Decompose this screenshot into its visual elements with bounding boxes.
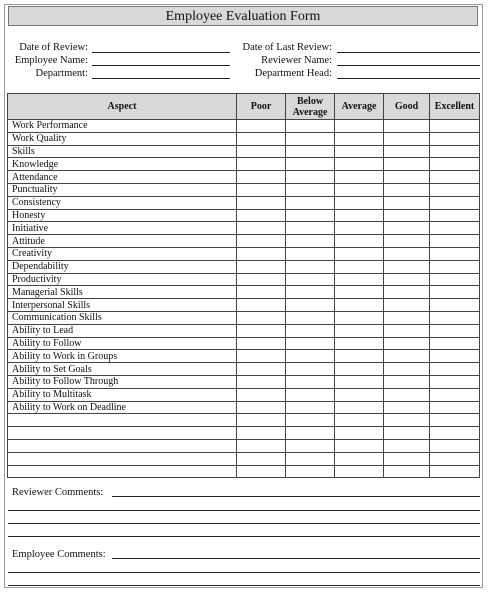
aspect-cell: Ability to Follow	[8, 337, 237, 350]
rating-cell-excellent[interactable]	[430, 465, 480, 478]
aspect-cell: Ability to Multitask	[8, 388, 237, 401]
rating-cell-good[interactable]	[384, 452, 430, 465]
rating-cell-poor[interactable]	[237, 401, 286, 414]
aspect-cell	[8, 427, 237, 440]
reviewer-name-field[interactable]	[337, 65, 480, 66]
rating-cell-below-average[interactable]	[286, 183, 335, 196]
table-row	[8, 132, 480, 145]
employee-name-field[interactable]	[92, 65, 230, 66]
table-row	[8, 465, 480, 478]
rating-cell-average[interactable]	[335, 209, 384, 222]
rating-cell-poor[interactable]	[237, 375, 286, 388]
aspect-cell: Dependability	[8, 260, 237, 273]
table-row	[8, 273, 480, 286]
table-row	[8, 247, 480, 260]
table-row	[8, 324, 480, 337]
aspect-cell: Knowledge	[8, 158, 237, 171]
rating-cell-average[interactable]	[335, 171, 384, 184]
aspect-cell: Creativity	[8, 247, 237, 260]
rating-cell-poor[interactable]	[237, 120, 286, 133]
department-head-label: Department Head:	[254, 68, 332, 79]
rating-cell-excellent[interactable]	[430, 388, 480, 401]
rating-cell-poor[interactable]	[237, 350, 286, 363]
table-row	[8, 350, 480, 363]
rating-cell-below-average[interactable]	[286, 465, 335, 478]
rating-cell-average[interactable]	[335, 260, 384, 273]
aspect-cell: Work Performance	[8, 120, 237, 133]
rating-cell-poor[interactable]	[237, 183, 286, 196]
form-title: Employee Evaluation Form	[8, 6, 478, 26]
aspect-cell: Attendance	[8, 171, 237, 184]
rating-cell-below-average[interactable]	[286, 196, 335, 209]
rating-cell-below-average[interactable]	[286, 132, 335, 145]
rating-cell-excellent[interactable]	[430, 401, 480, 414]
aspect-cell: Ability to Lead	[8, 324, 237, 337]
rating-cell-average[interactable]	[335, 465, 384, 478]
employee-comments-line-1[interactable]	[112, 558, 480, 559]
rating-cell-excellent[interactable]	[430, 235, 480, 248]
rating-cell-excellent[interactable]	[430, 209, 480, 222]
table-header-row	[8, 94, 480, 120]
aspect-cell: Punctuality	[8, 183, 237, 196]
rating-cell-average[interactable]	[335, 273, 384, 286]
rating-cell-good[interactable]	[384, 311, 430, 324]
table-row	[8, 337, 480, 350]
rating-cell-excellent[interactable]	[430, 171, 480, 184]
table-row	[8, 196, 480, 209]
rating-cell-below-average[interactable]	[286, 120, 335, 133]
table-row	[8, 388, 480, 401]
rating-cell-poor[interactable]	[237, 158, 286, 171]
rating-cell-poor[interactable]	[237, 286, 286, 299]
rating-cell-below-average[interactable]	[286, 158, 335, 171]
rating-cell-average[interactable]	[335, 363, 384, 376]
rating-cell-good[interactable]	[384, 427, 430, 440]
rating-cell-good[interactable]	[384, 375, 430, 388]
table-row	[8, 171, 480, 184]
rating-cell-excellent[interactable]	[430, 273, 480, 286]
rating-cell-poor[interactable]	[237, 452, 286, 465]
rating-cell-excellent[interactable]	[430, 260, 480, 273]
rating-cell-average[interactable]	[335, 388, 384, 401]
rating-cell-good[interactable]	[384, 260, 430, 273]
rating-cell-good[interactable]	[384, 414, 430, 427]
rating-cell-good[interactable]	[384, 388, 430, 401]
rating-cell-below-average[interactable]	[286, 427, 335, 440]
rating-cell-excellent[interactable]	[430, 427, 480, 440]
rating-cell-average[interactable]	[335, 414, 384, 427]
reviewer-comments-line-2[interactable]	[8, 510, 480, 511]
date-of-last-review-field[interactable]	[337, 52, 480, 53]
rating-cell-poor[interactable]	[237, 235, 286, 248]
evaluation-table-body	[8, 120, 480, 478]
rating-cell-excellent[interactable]	[430, 350, 480, 363]
reviewer-comments-label: Reviewer Comments:	[12, 487, 104, 498]
table-row	[8, 452, 480, 465]
rating-cell-below-average[interactable]	[286, 209, 335, 222]
rating-cell-below-average[interactable]	[286, 363, 335, 376]
rating-cell-average[interactable]	[335, 401, 384, 414]
table-row	[8, 299, 480, 312]
rating-cell-average[interactable]	[335, 235, 384, 248]
aspect-cell: Communication Skills	[8, 311, 237, 324]
date-of-review-label: Date of Review:	[19, 42, 88, 53]
rating-cell-excellent[interactable]	[430, 247, 480, 260]
table-row	[8, 311, 480, 324]
rating-cell-below-average[interactable]	[286, 388, 335, 401]
rating-cell-good[interactable]	[384, 286, 430, 299]
rating-cell-below-average[interactable]	[286, 260, 335, 273]
rating-cell-good[interactable]	[384, 350, 430, 363]
rating-cell-excellent[interactable]	[430, 324, 480, 337]
table-row	[8, 286, 480, 299]
rating-cell-average[interactable]	[335, 158, 384, 171]
date-of-last-review-label-wrap	[234, 41, 332, 54]
reviewer-comments-line-1[interactable]	[112, 496, 480, 497]
rating-cell-poor[interactable]	[237, 337, 286, 350]
department-head-label-wrap	[234, 67, 332, 80]
header-good: Good	[384, 94, 430, 120]
rating-cell-poor[interactable]	[237, 299, 286, 312]
employee-name-label: Employee Name:	[14, 55, 88, 66]
department-head-field[interactable]	[337, 78, 480, 79]
table-row	[8, 120, 480, 133]
table-row	[8, 427, 480, 440]
table-row	[8, 375, 480, 388]
rating-cell-excellent[interactable]	[430, 337, 480, 350]
header-average: Average	[335, 94, 384, 120]
header-aspect: Aspect	[8, 94, 237, 120]
department-field[interactable]	[92, 78, 230, 79]
aspect-cell: Honesty	[8, 209, 237, 222]
rating-cell-good[interactable]	[384, 363, 430, 376]
rating-cell-below-average[interactable]	[286, 350, 335, 363]
rating-cell-good[interactable]	[384, 247, 430, 260]
rating-cell-average[interactable]	[335, 132, 384, 145]
table-row	[8, 363, 480, 376]
aspect-cell	[8, 414, 237, 427]
rating-cell-excellent[interactable]	[430, 311, 480, 324]
table-row	[8, 183, 480, 196]
rating-cell-below-average[interactable]	[286, 401, 335, 414]
rating-cell-good[interactable]	[384, 132, 430, 145]
rating-cell-average[interactable]	[335, 452, 384, 465]
rating-cell-average[interactable]	[335, 337, 384, 350]
rating-cell-poor[interactable]	[237, 247, 286, 260]
rating-cell-good[interactable]	[384, 222, 430, 235]
rating-cell-excellent[interactable]	[430, 120, 480, 133]
rating-cell-excellent[interactable]	[430, 132, 480, 145]
reviewer-name-label-wrap	[234, 54, 332, 67]
rating-cell-poor[interactable]	[237, 388, 286, 401]
rating-cell-poor[interactable]	[237, 465, 286, 478]
rating-cell-below-average[interactable]	[286, 375, 335, 388]
rating-cell-below-average[interactable]	[286, 273, 335, 286]
rating-cell-below-average[interactable]	[286, 171, 335, 184]
rating-cell-poor[interactable]	[237, 260, 286, 273]
rating-cell-poor[interactable]	[237, 311, 286, 324]
rating-cell-average[interactable]	[335, 247, 384, 260]
aspect-cell: Consistency	[8, 196, 237, 209]
rating-cell-excellent[interactable]	[430, 222, 480, 235]
rating-cell-poor[interactable]	[237, 273, 286, 286]
rating-cell-below-average[interactable]	[286, 286, 335, 299]
aspect-cell: Ability to Follow Through	[8, 375, 237, 388]
evaluation-table	[7, 93, 480, 478]
reviewer-comments-line-4[interactable]	[8, 536, 480, 537]
employee-comments-line-2[interactable]	[8, 572, 480, 573]
aspect-cell: Interpersonal Skills	[8, 299, 237, 312]
rating-cell-below-average[interactable]	[286, 222, 335, 235]
rating-cell-good[interactable]	[384, 299, 430, 312]
rating-cell-average[interactable]	[335, 120, 384, 133]
aspect-cell: Ability to Work on Deadline	[8, 401, 237, 414]
aspect-cell: Attitude	[8, 235, 237, 248]
date-of-review-label-wrap	[8, 41, 88, 54]
rating-cell-average[interactable]	[335, 311, 384, 324]
rating-cell-below-average[interactable]	[286, 145, 335, 158]
rating-cell-good[interactable]	[384, 401, 430, 414]
table-row	[8, 209, 480, 222]
rating-cell-good[interactable]	[384, 324, 430, 337]
header-poor: Poor	[237, 94, 286, 120]
rating-cell-excellent[interactable]	[430, 196, 480, 209]
rating-cell-poor[interactable]	[237, 196, 286, 209]
employee-comments-line-3[interactable]	[8, 585, 480, 586]
rating-cell-good[interactable]	[384, 183, 430, 196]
rating-cell-good[interactable]	[384, 120, 430, 133]
rating-cell-poor[interactable]	[237, 324, 286, 337]
rating-cell-excellent[interactable]	[430, 158, 480, 171]
rating-cell-poor[interactable]	[237, 132, 286, 145]
rating-cell-average[interactable]	[335, 439, 384, 452]
rating-cell-excellent[interactable]	[430, 452, 480, 465]
aspect-cell: Ability to Work in Groups	[8, 350, 237, 363]
table-row	[8, 439, 480, 452]
rating-cell-average[interactable]	[335, 183, 384, 196]
aspect-cell: Productivity	[8, 273, 237, 286]
aspect-cell: Skills	[8, 145, 237, 158]
rating-cell-good[interactable]	[384, 273, 430, 286]
aspect-cell: Initiative	[8, 222, 237, 235]
rating-cell-poor[interactable]	[237, 439, 286, 452]
rating-cell-good[interactable]	[384, 439, 430, 452]
rating-cell-below-average[interactable]	[286, 247, 335, 260]
table-row	[8, 235, 480, 248]
rating-cell-below-average[interactable]	[286, 235, 335, 248]
department-label: Department:	[35, 68, 88, 79]
reviewer-comments-line-3[interactable]	[8, 523, 480, 524]
rating-cell-average[interactable]	[335, 196, 384, 209]
rating-cell-poor[interactable]	[237, 427, 286, 440]
aspect-cell	[8, 439, 237, 452]
rating-cell-average[interactable]	[335, 375, 384, 388]
employee-name-label-wrap	[8, 54, 88, 67]
aspect-cell: Ability to Set Goals	[8, 363, 237, 376]
table-row	[8, 145, 480, 158]
rating-cell-poor[interactable]	[237, 414, 286, 427]
rating-cell-average[interactable]	[335, 299, 384, 312]
aspect-cell: Managerial Skills	[8, 286, 237, 299]
rating-cell-below-average[interactable]	[286, 324, 335, 337]
rating-cell-below-average[interactable]	[286, 439, 335, 452]
aspect-cell	[8, 452, 237, 465]
rating-cell-below-average[interactable]	[286, 337, 335, 350]
rating-cell-excellent[interactable]	[430, 439, 480, 452]
rating-cell-excellent[interactable]	[430, 286, 480, 299]
reviewer-name-label: Reviewer Name:	[261, 55, 332, 66]
rating-cell-average[interactable]	[335, 145, 384, 158]
rating-cell-below-average[interactable]	[286, 299, 335, 312]
aspect-cell: Work Quality	[8, 132, 237, 145]
rating-cell-good[interactable]	[384, 145, 430, 158]
rating-cell-excellent[interactable]	[430, 145, 480, 158]
rating-cell-poor[interactable]	[237, 209, 286, 222]
rating-cell-below-average[interactable]	[286, 311, 335, 324]
rating-cell-good[interactable]	[384, 235, 430, 248]
rating-cell-below-average[interactable]	[286, 452, 335, 465]
header-below-average: Below Average	[286, 94, 335, 120]
table-row	[8, 401, 480, 414]
date-of-last-review-label: Date of Last Review:	[242, 42, 332, 53]
rating-cell-excellent[interactable]	[430, 299, 480, 312]
aspect-cell	[8, 465, 237, 478]
table-row	[8, 414, 480, 427]
header-excellent: Excellent	[430, 94, 480, 120]
rating-cell-average[interactable]	[335, 427, 384, 440]
rating-cell-excellent[interactable]	[430, 414, 480, 427]
rating-cell-poor[interactable]	[237, 363, 286, 376]
table-row	[8, 260, 480, 273]
rating-cell-below-average[interactable]	[286, 414, 335, 427]
rating-cell-good[interactable]	[384, 209, 430, 222]
date-of-review-field[interactable]	[92, 52, 230, 53]
rating-cell-good[interactable]	[384, 196, 430, 209]
rating-cell-good[interactable]	[384, 171, 430, 184]
department-label-wrap	[8, 67, 88, 80]
rating-cell-average[interactable]	[335, 222, 384, 235]
rating-cell-good[interactable]	[384, 465, 430, 478]
employee-comments-label: Employee Comments:	[12, 549, 106, 560]
rating-cell-excellent[interactable]	[430, 375, 480, 388]
rating-cell-average[interactable]	[335, 350, 384, 363]
table-row	[8, 222, 480, 235]
rating-cell-average[interactable]	[335, 286, 384, 299]
rating-cell-poor[interactable]	[237, 145, 286, 158]
rating-cell-poor[interactable]	[237, 171, 286, 184]
rating-cell-excellent[interactable]	[430, 363, 480, 376]
rating-cell-good[interactable]	[384, 158, 430, 171]
rating-cell-poor[interactable]	[237, 222, 286, 235]
rating-cell-excellent[interactable]	[430, 183, 480, 196]
table-row	[8, 158, 480, 171]
rating-cell-average[interactable]	[335, 324, 384, 337]
rating-cell-good[interactable]	[384, 337, 430, 350]
